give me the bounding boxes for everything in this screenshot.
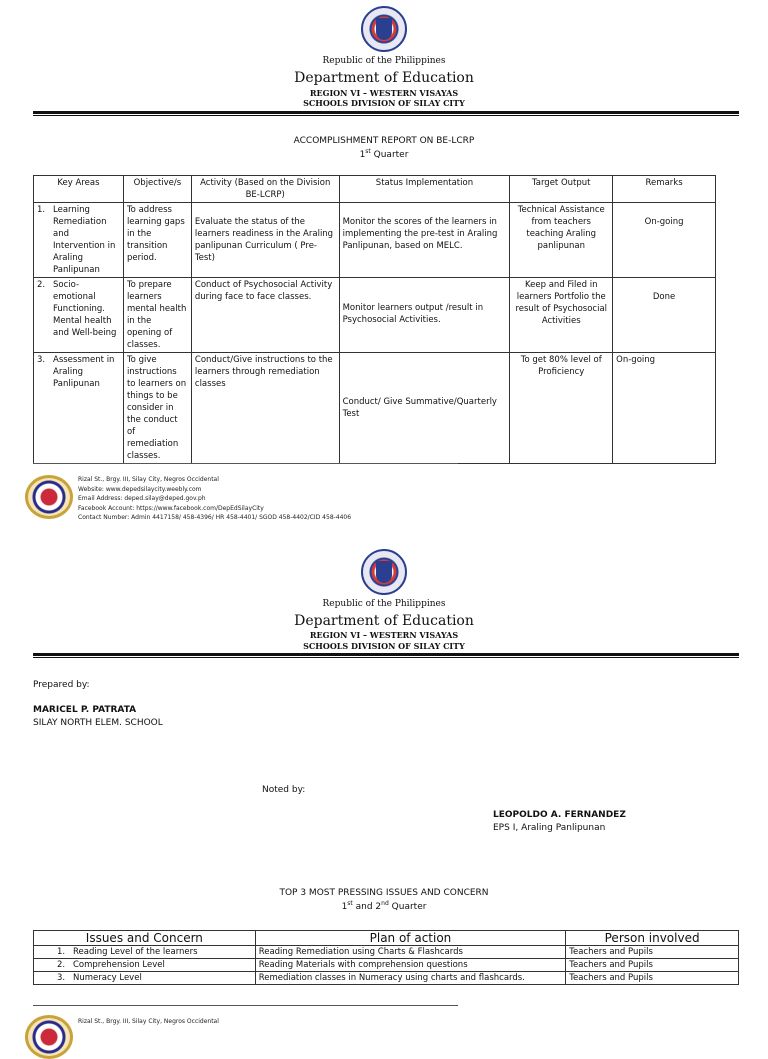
preparer-name: MARICEL P. PATRATA [33, 705, 137, 715]
table-row [34, 278, 716, 353]
footer-rule [33, 1005, 458, 1006]
plan-cell: Reading Materials with comprehension questions [255, 959, 566, 972]
remarks-cell: On-going [613, 353, 716, 464]
table-header-row [34, 176, 716, 203]
issues-title: TOP 3 MOST PRESSING ISSUES AND CONCERN [279, 888, 489, 898]
division-text: SCHOOLS DIVISION OF SILAY CITY [303, 98, 465, 108]
target-cell: Keep and Filed in learners Portfolio the result of Psychosocial Activities [510, 278, 613, 353]
status-cell: Monitor the scores of the learners in implementing the pre-test in Araling Panlipunan, based on MELC. [339, 203, 510, 278]
plan-cell: Remediation classes in Numeracy using charts and flashcards. [255, 972, 566, 985]
target-cell: Technical Assistance from teachers teaching Araling panlipunan [510, 203, 613, 278]
footer-rule [33, 463, 458, 464]
region-text: REGION VI – WESTERN VISAYAS [309, 88, 459, 98]
address-text: Rizal St., Brgy. III, Silay City, Negros Occidental [78, 1018, 219, 1025]
objective-cell: To give instructions to learners on things to be consider in the conduct of remediation classes. [123, 353, 191, 464]
remarks-cell: On-going [613, 203, 716, 278]
republic-text: Republic of the Philippines [322, 599, 446, 609]
contact-number-text: Contact Number: Admin 4417158/ 458-4396/ HR 458-4401/ SGOD 458-4402/CID 458-4406 [78, 514, 352, 522]
contact-block [78, 1017, 219, 1027]
noter-name: LEOPOLDO A. FERNANDEZ [493, 810, 626, 820]
prepared-by-label: Prepared by: [33, 680, 90, 690]
table-header-row [34, 931, 739, 946]
republic-text: Republic of the Philippines [322, 56, 446, 66]
address-text: Rizal St., Brgy. III, Silay City, Negros Occidental [78, 476, 219, 483]
column-header: Plan of action [255, 931, 566, 946]
person-cell: Teachers and Pupils [566, 972, 739, 985]
key-area-cell: 2. Socio-emotional Functioning. Mental health and Well-being [34, 278, 124, 353]
issue-cell: 1. Reading Level of the learners [34, 946, 256, 959]
division-logo-icon [25, 1015, 73, 1059]
contact-block [78, 475, 351, 523]
division-logo-icon [25, 475, 73, 519]
issues-table [33, 930, 739, 985]
table-row [34, 353, 716, 464]
table-row [34, 946, 739, 959]
department-title: Department of Education [294, 70, 474, 86]
column-header: Issues and Concern [34, 931, 256, 946]
remarks-cell: Done [613, 278, 716, 353]
table-row [34, 959, 739, 972]
division-text: SCHOOLS DIVISION OF SILAY CITY [303, 641, 465, 651]
objective-cell: To address learning gaps in the transition period. [123, 203, 191, 278]
website-text: Website: www.depedsilaycity.weebly.com [78, 485, 202, 493]
header-rule [33, 111, 739, 116]
column-header: Remarks [613, 176, 716, 203]
facebook-text: Facebook Account: https://www.facebook.com/DepEdSilayCity [78, 504, 264, 512]
column-header: Target Output [510, 176, 613, 203]
column-header: Activity (Based on the Division BE-LCRP) [191, 176, 339, 203]
table-row [34, 203, 716, 278]
plan-cell: Reading Remediation using Charts & Flashcards [255, 946, 566, 959]
deped-seal-icon [361, 549, 407, 595]
report-quarter: 1st Quarter [359, 148, 409, 160]
column-header: Person involved [566, 931, 739, 946]
key-area-cell: 1. Learning Remediation and Intervention in Araling Panlipunan [34, 203, 124, 278]
person-cell: Teachers and Pupils [566, 946, 739, 959]
issue-cell: 3. Numeracy Level [34, 972, 256, 985]
region-text: REGION VI – WESTERN VISAYAS [309, 630, 459, 640]
noter-position: EPS I, Araling Panlipunan [493, 823, 606, 833]
preparer-school: SILAY NORTH ELEM. SCHOOL [33, 718, 163, 728]
activity-cell: Conduct/Give instructions to the learners through remediation classes [191, 353, 339, 464]
department-title: Department of Education [294, 613, 474, 629]
column-header: Key Areas [34, 176, 124, 203]
issue-cell: 2. Comprehension Level [34, 959, 256, 972]
activity-cell: Conduct of Psychosocial Activity during face to face classes. [191, 278, 339, 353]
noted-by-label: Noted by: [262, 785, 306, 795]
table-row [34, 972, 739, 985]
person-cell: Teachers and Pupils [566, 959, 739, 972]
report-title: ACCOMPLISHMENT REPORT ON BE-LCRP [293, 136, 475, 146]
activity-cell: Evaluate the status of the learners readiness in the Araling panlipunan Curriculum ( Pre-Test) [191, 203, 339, 278]
status-cell: Monitor learners output /result in Psychosocial Activities. [339, 278, 510, 353]
email-text: Email Address: deped.silay@deped.gov.ph [78, 495, 206, 503]
column-header: Objective/s [123, 176, 191, 203]
accomplishment-table [33, 175, 716, 464]
objective-cell: To prepare learners mental health in the opening of classes. [123, 278, 191, 353]
status-cell: Conduct/ Give Summative/Quarterly Test [339, 353, 510, 464]
deped-seal-icon [361, 6, 407, 52]
key-area-cell: 3. Assessment in Araling Panlipunan [34, 353, 124, 464]
target-cell: To get 80% level of Proficiency [510, 353, 613, 464]
header-rule [33, 653, 739, 658]
issues-quarter: 1st and 2nd Quarter [341, 900, 427, 912]
column-header: Status Implementation [339, 176, 510, 203]
